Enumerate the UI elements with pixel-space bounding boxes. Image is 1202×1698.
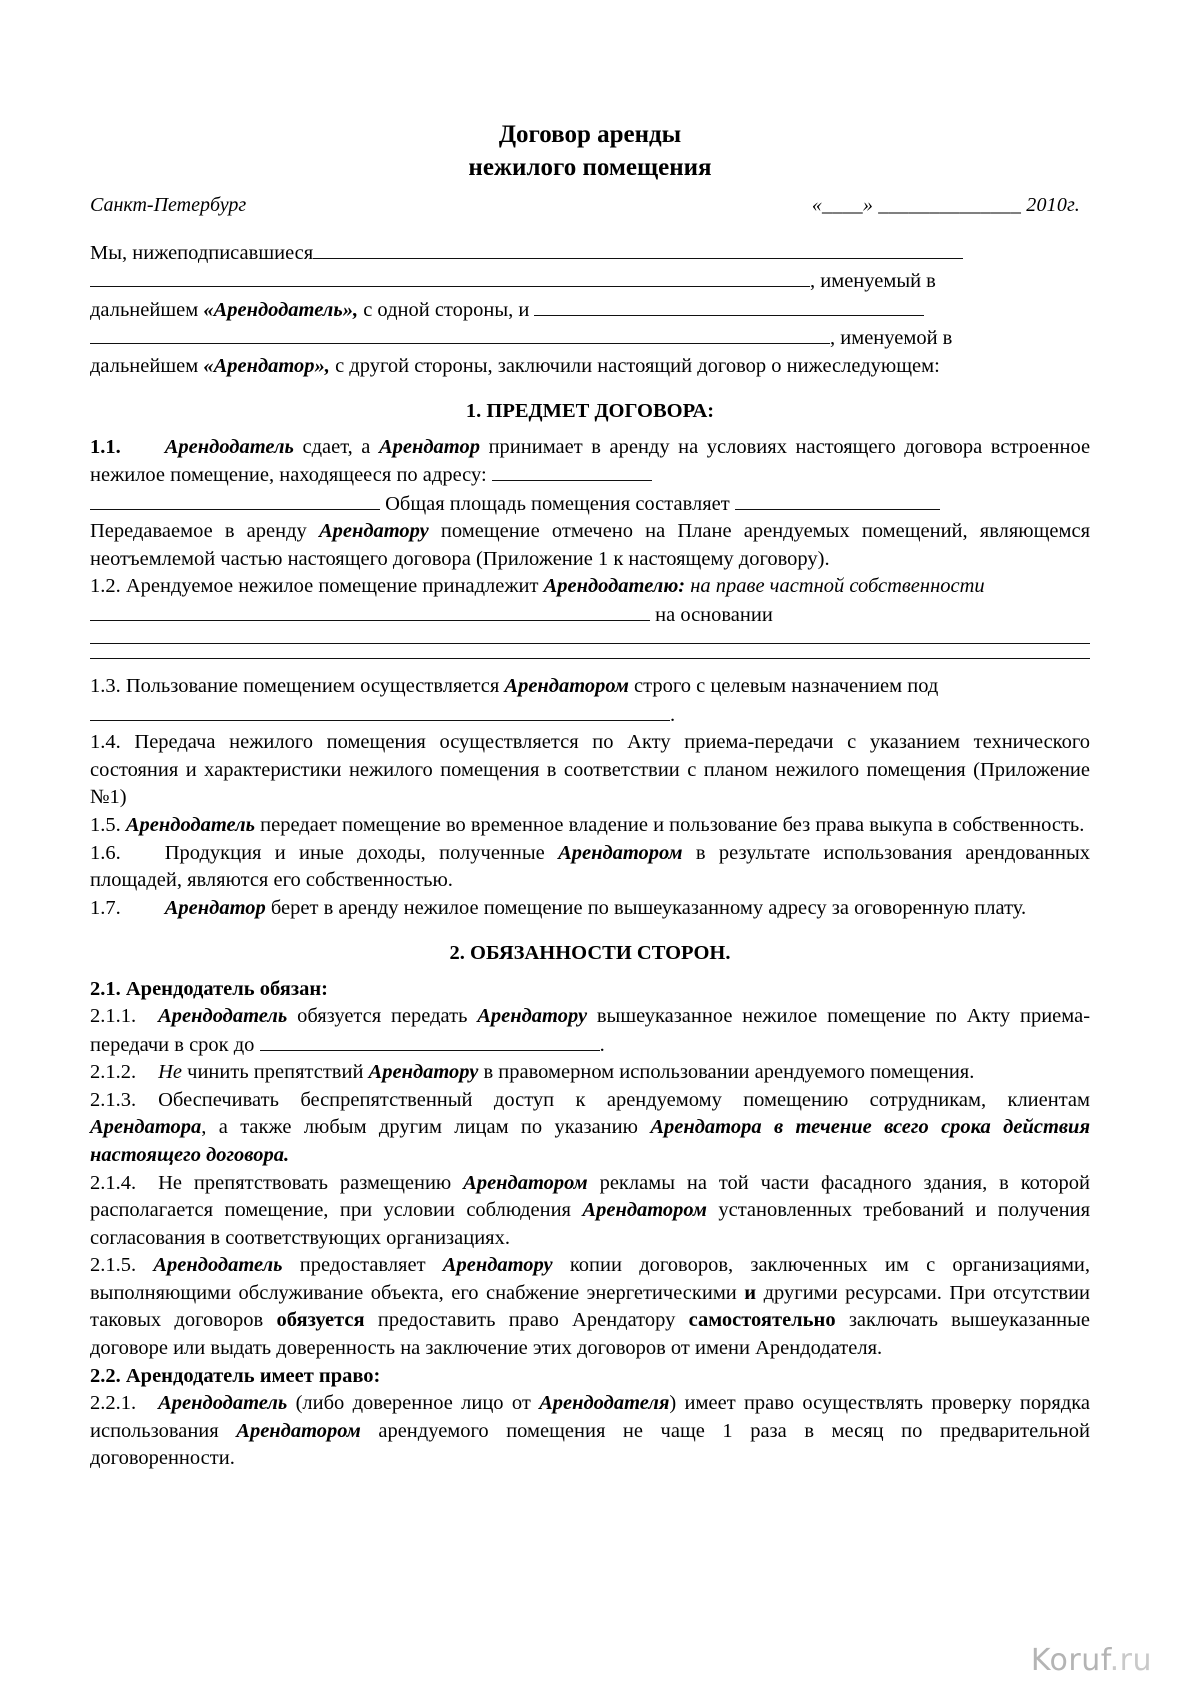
preamble-line-3 [90,296,1090,324]
clause-1-3-blank: . [90,701,1090,729]
preamble-line-2 [90,267,1090,295]
blank-field [492,461,652,481]
clause-text: ) имеет право осуществлять проверку порядка использования [90,1392,1091,1442]
clause-text: помещение отмечено на Плане арендуемых помещений, являющемся неотъемлемой частью настоящего договора (Приложение 1 к настоящему договору). [90,520,1091,570]
role-landlord: Арендодатель [153,1254,283,1277]
clause-text: в правомерном использовании арендуемого помещения. [483,1061,975,1084]
clause-text: , а также любым другим лицам по указанию [201,1116,638,1139]
clause-number: 2.1.3. [90,1088,137,1111]
clause-1-1-cont [90,490,1090,518]
role-tenant: «Арендатор», [203,354,330,377]
clause-number: 1.1. [90,435,121,458]
clause-text: предоставляет [299,1254,426,1277]
role-landlord: Арендодателю: [543,575,686,598]
clause-emph: самостоятельно [688,1309,836,1332]
blank-field [260,1031,600,1051]
role-tenant: Арендатором [504,675,629,698]
blank-line [90,658,1090,659]
clause-2-1-3 [90,1087,1090,1170]
clause-text: Продукция и иные доходы, полученные [164,841,545,864]
role-tenant: Арендатор [164,896,266,919]
clause-2-1-5 [90,1252,1090,1362]
blank-field [90,324,830,344]
preamble-mid: с одной стороны, и [363,298,530,321]
clause-text: другими ресурсами. При отсутствии таковых договоров [90,1281,1091,1332]
blank-field [90,601,650,621]
role-tenant-phrase: Арендатора в течение всего срока действия настоящего договора. [90,1116,1091,1167]
clause-number: 1.6. [90,841,121,864]
preamble-label: Мы, нижеподписавшиеся [90,241,314,264]
clause-text: предоставить право Арендатору [377,1309,676,1332]
clause-2-1-1: 2.1.1. Арендодатель обязуется передать Арендатору вышеуказанное нежилое помещение по Акту приема-передачи в срок до . [90,1005,1091,1056]
blank-field [534,296,924,316]
role-landlord: Арендодатель [125,814,256,836]
clause-text: 1.3. Пользование помещением осуществляется [90,675,500,698]
clause-text: Обеспечивать беспрепятственный доступ к арендуемому помещению сотрудникам, клиентам [158,1088,1090,1111]
clause-1-2-cont [90,601,1090,629]
clause-text: обязуется передать [297,1005,468,1028]
clause-text: Передаваемое в аренду [90,520,307,543]
clause-number: 2.2.1. [90,1392,137,1415]
blank-field [735,490,940,510]
clause-number: 2.1.4. [90,1171,137,1194]
clause-text: на праве частной собственности [690,575,985,598]
clause-emph: Не [158,1061,183,1084]
role-landlord: Арендодатель [164,435,294,458]
clause-text: 1.2. Арендуемое нежилое помещение принадлежит [90,575,539,598]
blank-line [90,643,1090,644]
blank-field [90,701,670,721]
blank-field [90,490,380,510]
blank-field [90,267,810,287]
blank-field [313,239,963,259]
clause-text: Не препятствовать размещению [158,1171,452,1194]
role-tenant: Арендатором [558,841,683,864]
role-tenant: Арендатором [582,1199,707,1222]
role-landlord: Арендодателя [539,1392,670,1415]
preamble-tail: , именуемый в [810,270,936,293]
role-tenant: Арендатору [368,1061,479,1084]
role-landlord: Арендодатель [158,1392,288,1415]
clause-number: 1.5. [90,814,121,836]
preamble-line-1 [90,239,1090,267]
clause-text: рекламы на той части фасадного здания, в которой располагается помещение, при условии соблюдения [90,1171,1091,1222]
city-date-line [90,194,1090,217]
clause-2-2-1 [90,1390,1090,1473]
clause-number: 2.1.5. [90,1254,137,1277]
clause-2-1-4 [90,1170,1090,1253]
clause-text: установленных требований и получения согласования в соответствующих организациях. [90,1199,1091,1249]
clause-text: Общая площадь помещения составляет [385,492,730,515]
clause-text: копии договоров, заключенных им с организациями, выполняющими обслуживание объекта, его снабжение энергетическими [90,1254,1091,1304]
preamble-tail-3: с другой стороны, заключили настоящий договор о нижеследующем: [335,354,940,377]
role-landlord: «Арендодатель», [203,298,359,321]
watermark-suffix: .ru [1109,1643,1152,1678]
role-tenant: Арендатором [236,1419,361,1442]
clause-2-1-2 [90,1059,1090,1087]
clause-text: строго с целевым назначением под [634,675,939,698]
clause-1-7 [90,895,1090,923]
section-2-heading: 2. ОБЯЗАННОСТИ СТОРОН. [449,942,731,965]
clause-text: передает помещение во временное владение и пользование без права выкупа в собственность. [260,814,1085,836]
clause-1-3 [90,673,1090,701]
clause-1-6 [90,840,1090,895]
document-title [90,118,1090,184]
watermark [1031,1643,1152,1678]
clause-text: принимает в аренду на условиях настоящего договора встроенное нежилое помещение, находящееся по адресу: [90,435,1091,487]
preamble-prefix-2: дальнейшем [90,354,199,377]
preamble-line-4 [90,324,1090,352]
clause-1-5 [90,812,1090,840]
preamble-tail-2: , именуемой в [830,327,953,350]
clause-text: чинить препятствий [187,1061,364,1084]
title-line-2: нежилого помещения [468,154,712,181]
city-label: Санкт-Петербург [90,194,247,216]
clause-1-2 [90,573,1090,601]
role-tenant: Арендатор [378,435,480,458]
clause-text: заключать вышеуказанные договоре или выдать доверенность на заключение этих договоров от имени Арендодателя. [90,1309,1091,1359]
clause-emph: и [744,1281,757,1304]
clause-number: 1.7. [90,896,121,919]
clause-number: 2.1.1. [90,1005,137,1028]
role-tenant: Арендатору [318,520,429,543]
role-tenant: Арендатору [477,1005,588,1028]
clause-1-1-cont-2 [90,518,1090,573]
clause-text: на основании [655,603,773,626]
clause-emph: обязуется [276,1309,365,1332]
role-tenant: Арендатором [463,1171,588,1194]
subsection-2-2-heading: 2.2. Арендодатель имеет право: [90,1364,381,1387]
clause-1-1 [90,434,1090,490]
document-body [90,239,1090,1473]
clause-number: 2.1.2. [90,1061,137,1084]
preamble-line-5 [90,353,1090,381]
role-landlord: Арендодатель [158,1005,288,1028]
clause-text: 1.4. Передача нежилого помещения осуществляется по Акту приема-передачи с указанием технического состояния и характеристики нежилого помещения в соответствии с планом нежилого помещения (Приложение №1) [90,731,1090,809]
clause-1-4 [90,729,1090,812]
role-tenant: Арендатору [442,1254,553,1277]
role-tenant: Арендатора [90,1116,202,1139]
watermark-text: Koruf [1030,1643,1110,1678]
clause-text: сдает, а [302,435,371,458]
clause-text: вышеуказанное нежилое помещение по Акту приема-передачи в срок до [90,1005,1091,1056]
subsection-2-1-heading: 2.1. Арендодатель обязан: [90,977,328,1000]
section-1-heading: 1. ПРЕДМЕТ ДОГОВОРА: [465,400,715,423]
title-line-1: Договор аренды [498,121,682,148]
clause-text: в результате использования арендованных площадей, являются его собственностью. [90,841,1091,892]
preamble-prefix: дальнейшем [90,298,199,321]
clause-text: арендуемого помещения не чаще 1 раза в месяц по предварительной договоренности. [90,1419,1091,1470]
clause-text: (либо доверенное лицо от [295,1392,531,1415]
clause-text: берет в аренду нежилое помещение по вышеуказанному адресу за оговоренную плату. [270,896,1027,919]
date-label: «____» ______________ 2010г. [811,194,1080,216]
